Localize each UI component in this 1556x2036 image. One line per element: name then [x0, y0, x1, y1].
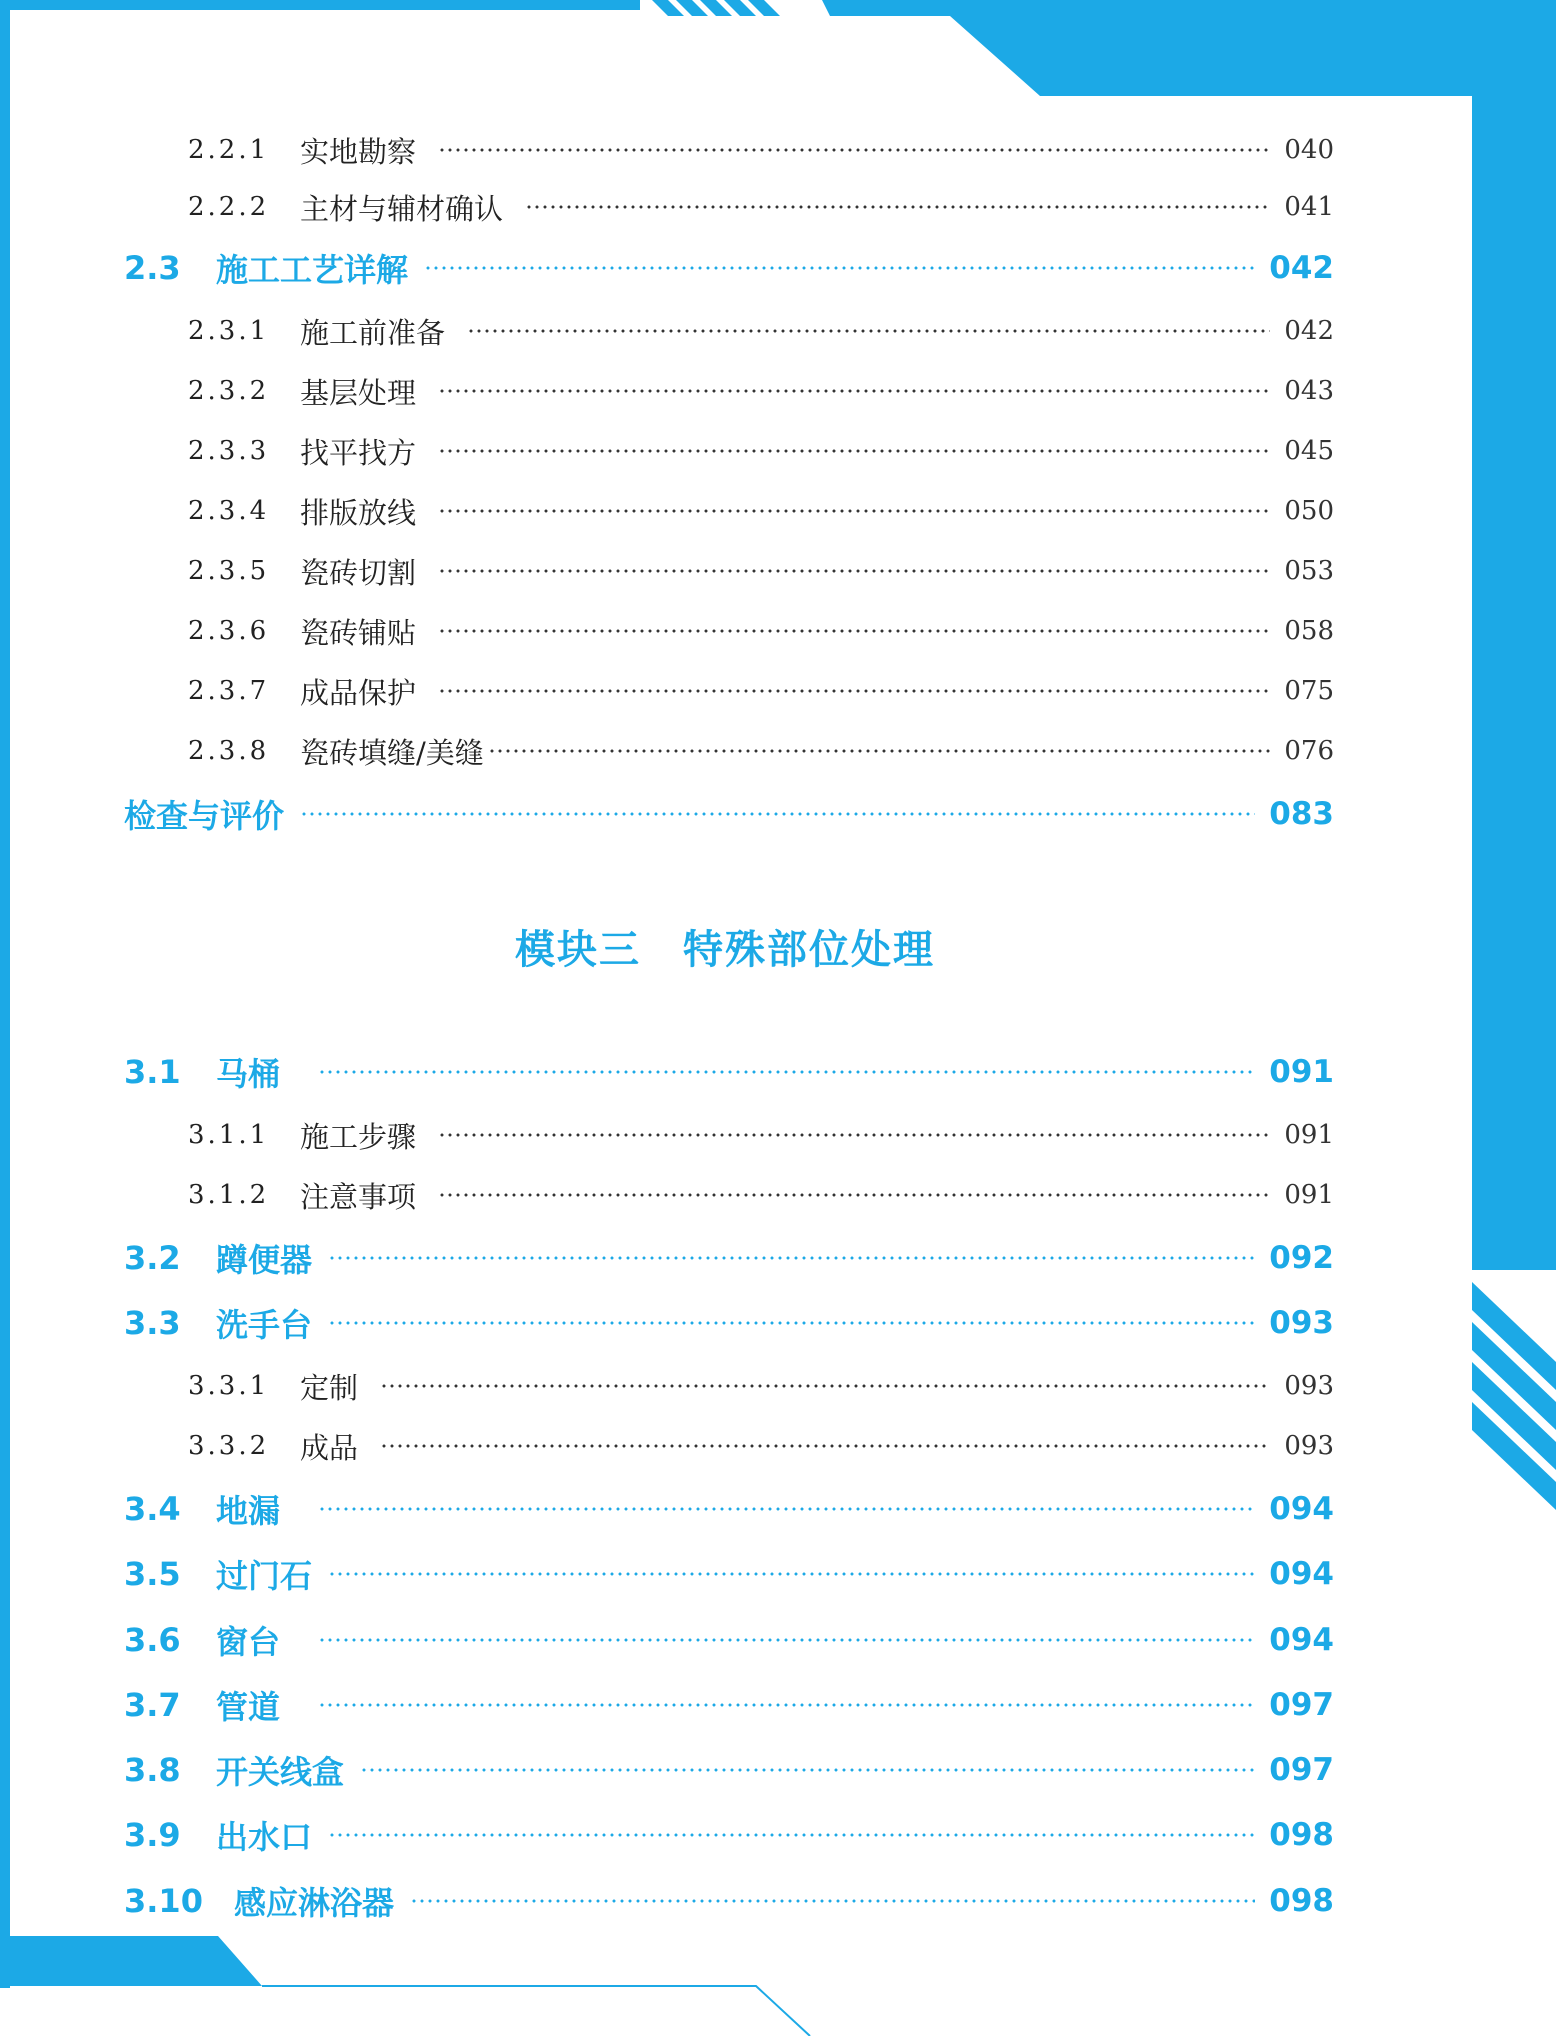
toc-entry-number: 3.5	[124, 1555, 181, 1593]
toc-entry[interactable]	[188, 1364, 1334, 1408]
toc-entry-number: 2.3.6	[188, 616, 270, 646]
toc-entry-page: 091	[1284, 1180, 1334, 1210]
toc-entry-page: 093	[1284, 1431, 1334, 1461]
toc-entry-page: 091	[1284, 1120, 1334, 1150]
toc-entry-page: 076	[1284, 736, 1334, 766]
toc-entry-page: 094	[1269, 1556, 1334, 1592]
dot-leader	[438, 568, 1270, 574]
toc-entry-page: 091	[1269, 1054, 1334, 1090]
toc-entry-number: 3.8	[124, 1751, 181, 1789]
dot-leader	[360, 1767, 1255, 1773]
toc-entry-title: 开关线盒	[216, 1753, 345, 1791]
toc-entry-number: 2.3.5	[188, 556, 270, 586]
toc-entry-title: 瓷砖填缝/美缝	[300, 735, 484, 770]
dot-leader	[318, 1506, 1255, 1512]
toc-section-entry[interactable]	[124, 1813, 1334, 1857]
dot-leader	[438, 628, 1270, 634]
toc-entry-page: 093	[1284, 1371, 1334, 1401]
toc-entry-page: 098	[1269, 1817, 1334, 1853]
dot-leader	[380, 1383, 1270, 1389]
toc-section-entry[interactable]	[124, 1879, 1334, 1923]
toc-section-entry[interactable]	[124, 1748, 1334, 1792]
toc-entry-page: 045	[1284, 436, 1334, 466]
toc-entry-number: 2.2.1	[188, 135, 270, 165]
toc-entry[interactable]	[188, 609, 1334, 653]
toc-entry-title: 找平找方	[300, 435, 417, 470]
module-heading: 模块三 特殊部位处理	[515, 927, 935, 973]
dot-leader	[424, 265, 1255, 271]
toc-entry-page: 098	[1269, 1883, 1334, 1919]
dot-leader	[410, 1898, 1255, 1904]
toc-entry-page: 097	[1269, 1752, 1334, 1788]
toc-entry-page: 094	[1269, 1622, 1334, 1658]
toc-entry-title: 主材与辅材确认	[300, 191, 504, 226]
toc-entry-number: 3.1	[124, 1053, 181, 1091]
toc-section-entry[interactable]	[124, 1683, 1334, 1727]
dot-leader	[438, 388, 1270, 394]
dot-leader	[467, 328, 1270, 334]
toc-entry-page: 093	[1269, 1305, 1334, 1341]
dot-leader	[438, 147, 1270, 153]
toc-entry-title: 施工前准备	[300, 315, 446, 350]
toc-entry-number: 3.9	[124, 1816, 181, 1854]
dot-leader	[438, 688, 1270, 694]
toc-entry-number: 3.6	[124, 1621, 181, 1659]
toc-entry-number: 2.3	[124, 249, 181, 287]
toc-entry-title: 瓷砖切割	[300, 555, 417, 590]
dot-leader	[318, 1069, 1255, 1075]
toc-entry-page: 097	[1269, 1687, 1334, 1723]
dot-leader	[318, 1637, 1255, 1643]
toc-entry-page: 094	[1269, 1491, 1334, 1527]
toc-section-entry[interactable]	[124, 1618, 1334, 1662]
toc-entry-title: 马桶	[216, 1055, 281, 1093]
dot-leader	[328, 1255, 1255, 1261]
toc-entry-number: 3.3	[124, 1304, 181, 1342]
toc-entry-title: 检查与评价	[124, 797, 285, 835]
toc-entry-page: 083	[1269, 796, 1334, 832]
toc-entry-title: 管道	[216, 1688, 281, 1726]
dot-leader	[300, 811, 1255, 817]
toc-entry-number: 3.2	[124, 1239, 181, 1277]
toc-entry-title: 成品	[300, 1430, 359, 1465]
toc-entry-title: 感应淋浴器	[234, 1884, 395, 1922]
toc-entry[interactable]	[188, 549, 1334, 593]
dot-leader	[328, 1571, 1255, 1577]
toc-section-entry[interactable]	[124, 1552, 1334, 1596]
toc-entry-number: 3.4	[124, 1490, 181, 1528]
toc-entry-title: 排版放线	[300, 495, 417, 530]
dot-leader	[438, 448, 1270, 454]
toc-entry-number: 2.3.7	[188, 676, 270, 706]
toc-entry-page: 042	[1284, 316, 1334, 346]
toc-entry-title: 施工工艺详解	[216, 251, 409, 289]
toc-entry-number: 3.1.1	[188, 1120, 270, 1150]
toc-entry-number: 2.3.8	[188, 736, 270, 766]
toc-entry-page: 092	[1269, 1240, 1334, 1276]
toc-entry-number: 2.3.1	[188, 316, 270, 346]
toc-entry-number: 2.3.2	[188, 376, 270, 406]
toc-entry[interactable]	[188, 489, 1334, 533]
toc-entry-title: 定制	[300, 1370, 359, 1405]
toc-entry-number: 3.7	[124, 1686, 181, 1724]
toc-entry-title: 出水口	[216, 1818, 313, 1856]
toc-entry[interactable]	[188, 309, 1334, 353]
dot-leader	[488, 748, 1271, 754]
toc-entry-title: 施工步骤	[300, 1119, 417, 1154]
toc-entry[interactable]	[188, 369, 1334, 413]
dot-leader	[328, 1832, 1255, 1838]
toc-section-entry[interactable]	[124, 1487, 1334, 1531]
toc-entry-page: 040	[1284, 135, 1334, 165]
toc-entry-page: 075	[1284, 676, 1334, 706]
dot-leader	[438, 508, 1270, 514]
toc-entry-title: 过门石	[216, 1557, 313, 1595]
dot-leader	[525, 204, 1270, 210]
dot-leader	[328, 1320, 1255, 1326]
toc-section-entry[interactable]	[124, 246, 1334, 290]
toc-entry[interactable]	[188, 729, 1334, 773]
toc-entry-title: 注意事项	[300, 1179, 417, 1214]
toc-entry-page: 050	[1284, 496, 1334, 526]
toc-entry-title: 实地勘察	[300, 134, 417, 169]
toc-entry[interactable]	[188, 1113, 1334, 1157]
toc-entry-title: 基层处理	[300, 375, 417, 410]
toc-entry-page: 053	[1284, 556, 1334, 586]
toc-entry-page: 041	[1284, 192, 1334, 222]
toc-entry-number: 2.3.4	[188, 496, 270, 526]
toc-entry-page: 043	[1284, 376, 1334, 406]
toc-entry[interactable]	[188, 128, 1334, 172]
toc-entry-number: 3.3.1	[188, 1371, 270, 1401]
toc-section-entry[interactable]	[124, 792, 1334, 836]
toc-entry-page: 042	[1269, 250, 1334, 286]
toc-section-entry[interactable]	[124, 1301, 1334, 1345]
toc-entry-title: 瓷砖铺贴	[300, 615, 417, 650]
toc-entry[interactable]	[188, 429, 1334, 473]
toc-entry-number: 3.10	[124, 1882, 203, 1920]
toc-entry[interactable]	[188, 185, 1334, 229]
toc-entry-title: 成品保护	[300, 675, 417, 710]
toc-entry-title: 洗手台	[216, 1306, 313, 1344]
toc-entry-number: 2.3.3	[188, 436, 270, 466]
dot-leader	[380, 1443, 1270, 1449]
dot-leader	[438, 1192, 1270, 1198]
toc-entry[interactable]	[188, 669, 1334, 713]
toc-entry-title: 窗台	[216, 1623, 281, 1661]
toc-entry-number: 3.3.2	[188, 1431, 270, 1461]
toc-entry-title: 地漏	[216, 1492, 281, 1530]
toc-entry-title: 蹲便器	[216, 1241, 313, 1279]
toc-section-entry[interactable]	[124, 1050, 1334, 1094]
toc-entry-page: 058	[1284, 616, 1334, 646]
dot-leader	[318, 1702, 1255, 1708]
toc-section-entry[interactable]	[124, 1236, 1334, 1280]
toc-entry-number: 3.1.2	[188, 1180, 270, 1210]
toc-entry[interactable]	[188, 1173, 1334, 1217]
dot-leader	[438, 1132, 1270, 1138]
toc-entry-number: 2.2.2	[188, 192, 270, 222]
toc-entry[interactable]	[188, 1424, 1334, 1468]
